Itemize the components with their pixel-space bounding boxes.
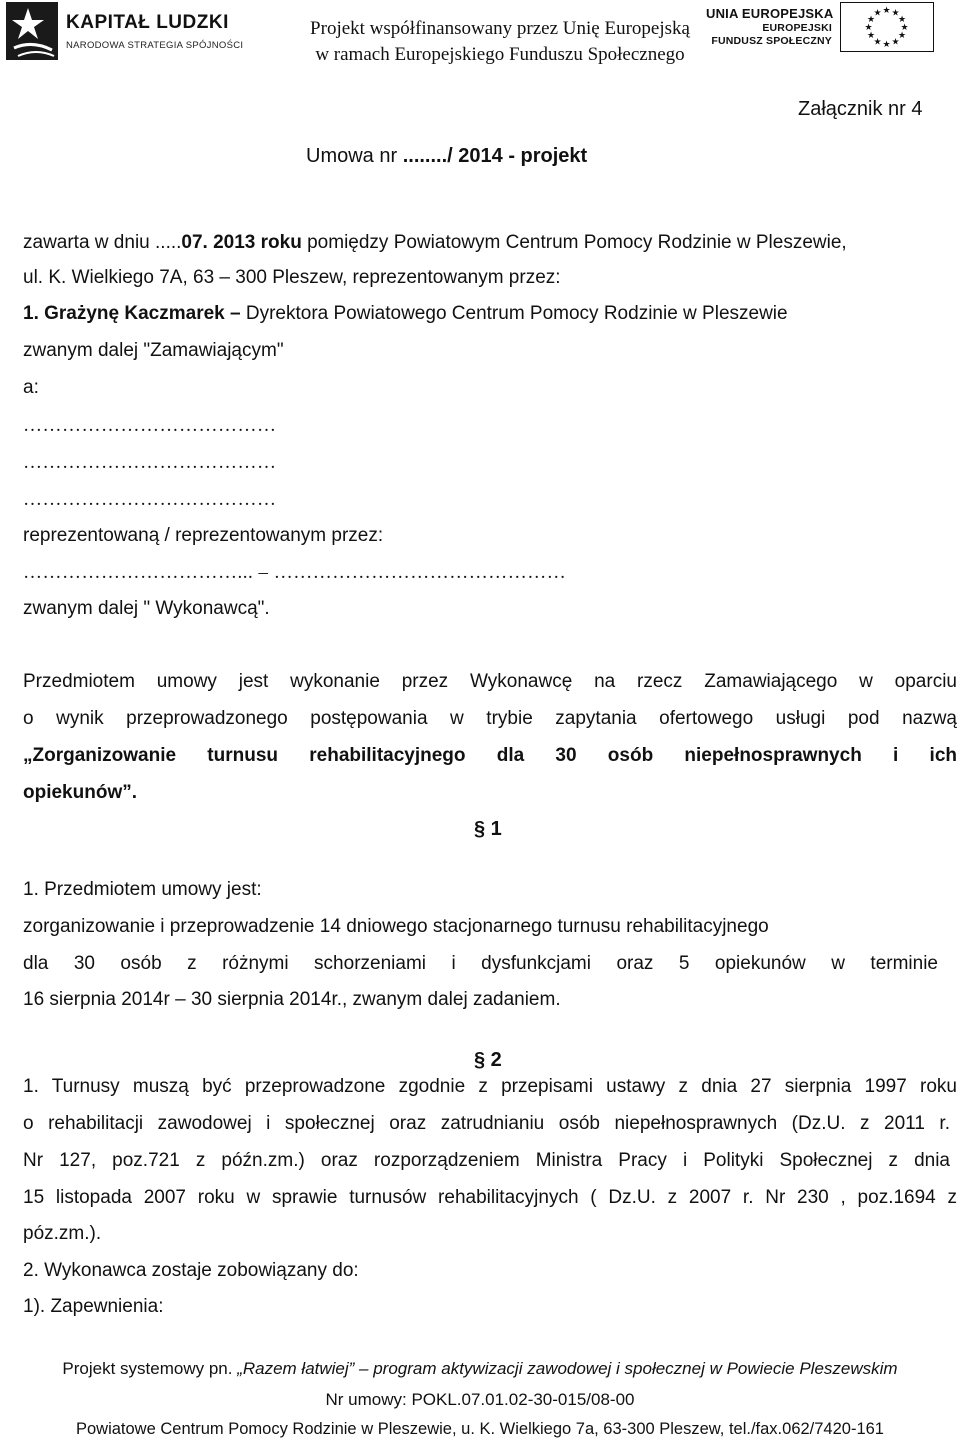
kapital-ludzki-emblem	[6, 2, 58, 60]
kapital-ludzki-logo	[6, 2, 244, 62]
eu-label-3: FUNDUSZ SPOŁECZNY	[711, 35, 832, 47]
svg-text:★: ★	[882, 6, 891, 16]
section-2-heading: § 2	[474, 1049, 502, 1071]
contract-title-number: ......../ 2014 - projekt	[402, 145, 588, 167]
svg-text:★: ★	[891, 37, 900, 48]
svg-text:★: ★	[897, 15, 907, 25]
svg-text:★: ★	[873, 8, 882, 19]
svg-text:★: ★	[897, 31, 907, 41]
svg-text:★: ★	[882, 40, 891, 50]
kapital-ludzki-title: KAPITAŁ LUDZKI	[66, 12, 229, 33]
svg-text:★: ★	[900, 23, 909, 33]
section-1-line-3: dla 30 osób z różnymi schorzeniami i dysfunkcjami oraz 5 opiekunów w terminie	[23, 953, 938, 974]
footer-project-prefix: Projekt systemowy pn.	[62, 1359, 238, 1378]
eu-label-2: EUROPEJSKI	[762, 22, 832, 34]
svg-text:★: ★	[866, 31, 876, 41]
annex-label: Załącznik nr 4	[798, 98, 923, 120]
section-2-line-5: póz.zm.).	[23, 1223, 102, 1244]
intro-line-4: zwanym dalej "Zamawiającym"	[23, 340, 284, 361]
kapital-ludzki-subtitle: NARODOWA STRATEGIA SPÓJNOŚCI	[66, 40, 244, 51]
intro-line-3	[23, 303, 788, 325]
representative-role: Dyrektora Powiatowego Centrum Pomocy Rodzinie w Pleszewie	[245, 303, 788, 324]
subject-line-1: Przedmiotem umowy jest wykonanie przez Wykonawcę na rzecz Zamawiającego w oparciu	[23, 671, 957, 692]
intro-line-1	[23, 232, 847, 254]
kapital-ludzki-star-icon	[6, 2, 58, 60]
intro-line-2: ul. K. Wielkiego 7A, 63 – 300 Pleszew, reprezentowanym przez:	[23, 267, 561, 288]
representative-blank: ……………………………... – ………………………………………	[23, 562, 567, 583]
footer-line-1	[0, 1359, 960, 1379]
svg-text:★: ★	[891, 8, 900, 19]
section-2-line-2: o rehabilitacji zawodowej i społecznej oraz zatrudnianiu osób niepełnosprawnych (Dz.U. z 2011 r.	[23, 1113, 950, 1134]
section-2-line-6: 2. Wykonawca zostaje zobowiązany do:	[23, 1260, 359, 1281]
section-1-line-4: 16 sierpnia 2014r – 30 sierpnia 2014r., zwanym dalej zadaniem.	[23, 989, 561, 1010]
contractor-blank-1: …………………………………	[23, 415, 277, 436]
project-cofinancing-line-1: Projekt współfinansowany przez Unię Europejską	[310, 18, 690, 39]
footer-line-3: Powiatowe Centrum Pomocy Rodzinie w Pleszewie, u. K. Wielkiego 7a, 63-300 Pleszew, tel./fax.062/7420-161	[75, 1420, 884, 1438]
section-2-line-3: Nr 127, poz.721 z późn.zm.) oraz rozporządzeniem Ministra Pracy i Polityki Społecznej z dnia	[23, 1150, 950, 1171]
eu-stars-icon	[841, 3, 932, 50]
section-1-heading: § 1	[474, 818, 502, 840]
subject-line-2: o wynik przeprowadzonego postępowania w trybie zapytania ofertowego usługi pod nazwą	[23, 708, 957, 729]
section-1-line-1: 1. Przedmiotem umowy jest:	[23, 879, 262, 900]
contractor-blank-2: …………………………………	[23, 452, 277, 473]
subject-line-3: „Zorganizowanie turnusu rehabilitacyjnego dla 30 osób niepełnosprawnych i ich	[23, 745, 957, 766]
svg-text:★: ★	[866, 15, 876, 25]
representative-name: 1. Grażynę Kaczmarek –	[23, 303, 246, 324]
subject-line-4: opiekunów”.	[23, 782, 137, 803]
footer-project-name: „Razem łatwiej” – program aktywizacji zawodowej i społecznej w Powiecie Pleszewskim	[237, 1359, 898, 1378]
contract-title	[306, 145, 587, 168]
intro-parties: pomiędzy Powiatowym Centrum Pomocy Rodzinie w Pleszewie,	[301, 232, 847, 253]
contractor-blank-3: …………………………………	[23, 489, 277, 510]
project-cofinancing-line-2: w ramach Europejskiego Funduszu Społecznego	[315, 44, 685, 65]
footer-line-2: Nr umowy: POKL.07.01.02-30-015/08-00	[325, 1390, 635, 1409]
svg-text:★: ★	[873, 37, 882, 48]
eu-label-1: UNIA EUROPEJSKA	[706, 6, 834, 21]
eu-flag	[840, 2, 934, 52]
section-2-line-7: 1). Zapewnienia:	[23, 1296, 164, 1317]
intro-date: 07. 2013 roku	[181, 232, 302, 253]
intro-line-7: zwanym dalej " Wykonawcą".	[23, 598, 270, 619]
section-2-line-4: 15 listopada 2007 roku w sprawie turnusów rehabilitacyjnych ( Dz.U. z 2007 r. Nr 230 , poz.1694 z	[23, 1187, 957, 1208]
svg-text:★: ★	[864, 23, 873, 33]
intro-date-prefix: zawarta w dniu .....	[23, 232, 182, 253]
section-2-line-1: 1. Turnusy muszą być przeprowadzone zgodnie z przepisami ustawy z dnia 27 sierpnia 1997 roku	[23, 1076, 957, 1097]
contract-title-prefix: Umowa nr	[306, 145, 403, 167]
intro-line-6: reprezentowaną / reprezentowanym przez:	[23, 525, 384, 546]
intro-line-5: a:	[23, 377, 39, 398]
section-1-line-2: zorganizowanie i przeprowadzenie 14 dniowego stacjonarnego turnusu rehabilitacyjnego	[23, 916, 769, 937]
